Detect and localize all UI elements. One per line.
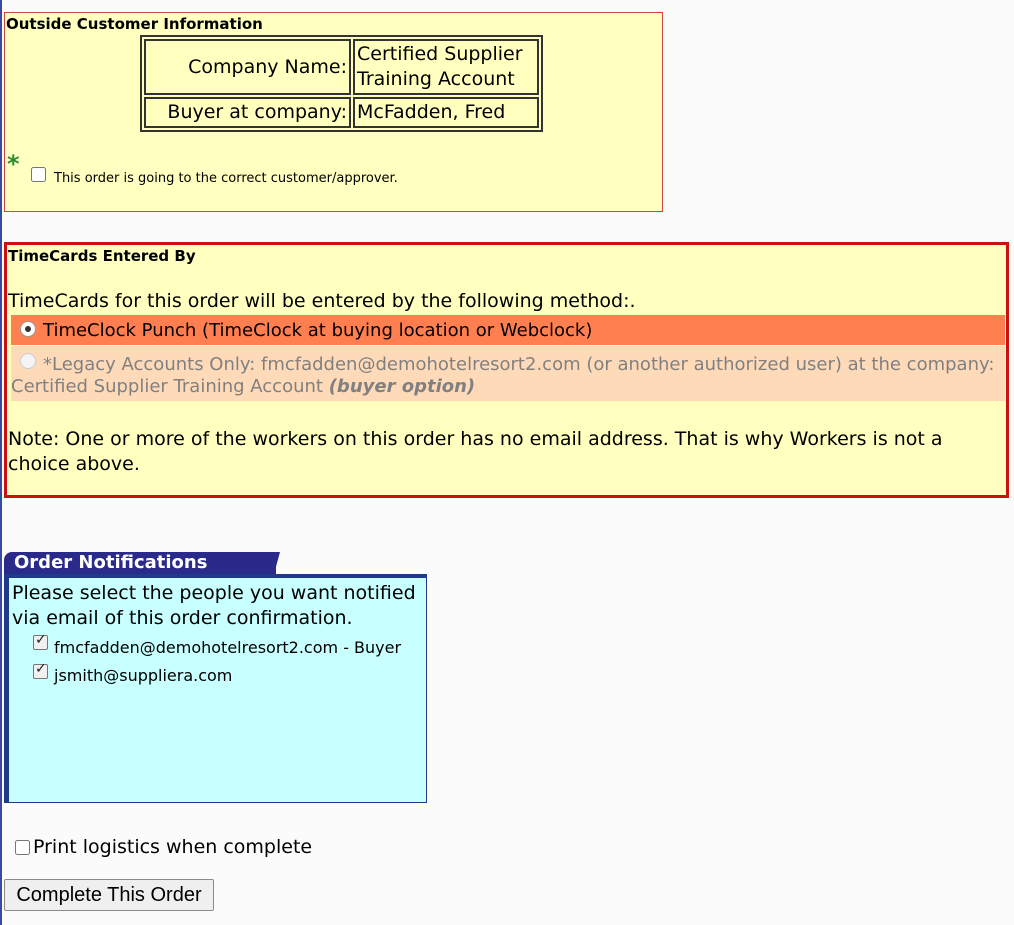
- legacy-accounts-label: [11, 354, 1001, 398]
- notify-buyer-checkbox[interactable]: [33, 635, 48, 650]
- required-asterisk-icon: *: [7, 150, 20, 178]
- notify-jsmith-checkbox[interactable]: [33, 664, 48, 679]
- buyer-value: McFadden, Fred: [353, 97, 539, 128]
- correct-customer-checkbox[interactable]: [31, 167, 46, 182]
- notify-buyer-label[interactable]: fmcfadden@demohotelresort2.com - Buyer: [54, 638, 402, 657]
- buyer-option-note: (buyer option): [328, 376, 476, 397]
- table-row: [144, 97, 539, 128]
- timecards-intro: TimeCards for this order will be entered by the following method:.: [8, 290, 636, 312]
- legacy-accounts-text: *Legacy Accounts Only: fmcfadden@demohotelresort2.com (or another authorized user) at the company: Certified Supplier Training Account: [11, 354, 995, 397]
- notifications-instructions: Please select the people you want notified via email of this order confirmation.: [12, 582, 416, 629]
- workers-note: Note: One or more of the workers on this order has no email address. That is why Workers is not a choice above.: [8, 428, 943, 475]
- notify-jsmith-label[interactable]: jsmith@suppliera.com: [54, 666, 233, 685]
- timecards-title: TimeCards Entered By: [8, 247, 196, 265]
- company-name-value: Certified Supplier Training Account: [353, 39, 539, 95]
- company-name-label: Company Name:: [144, 39, 351, 95]
- outside-customer-panel: [4, 12, 663, 212]
- order-notifications-title: Order Notifications: [14, 552, 208, 573]
- timeclock-punch-option[interactable]: [11, 315, 1005, 345]
- left-edge-rule: [0, 0, 2, 925]
- timecards-panel: [4, 242, 1009, 498]
- order-notifications-panel: [4, 574, 427, 803]
- print-logistics-checkbox[interactable]: [15, 840, 30, 855]
- customer-info-table: [140, 35, 543, 132]
- outside-customer-title: Outside Customer Information: [6, 15, 263, 33]
- table-row: [144, 39, 539, 95]
- timeclock-punch-radio[interactable]: [20, 321, 36, 337]
- timeclock-punch-label[interactable]: TimeClock Punch (TimeClock at buying location or Webclock): [43, 320, 593, 341]
- complete-order-button[interactable]: Complete This Order: [4, 879, 214, 911]
- order-notifications-tab: [4, 552, 276, 574]
- legacy-accounts-option: [11, 346, 1005, 401]
- correct-customer-label[interactable]: This order is going to the correct customer/approver.: [54, 171, 398, 186]
- print-logistics-label[interactable]: Print logistics when complete: [33, 836, 313, 858]
- buyer-label: Buyer at company:: [144, 97, 351, 128]
